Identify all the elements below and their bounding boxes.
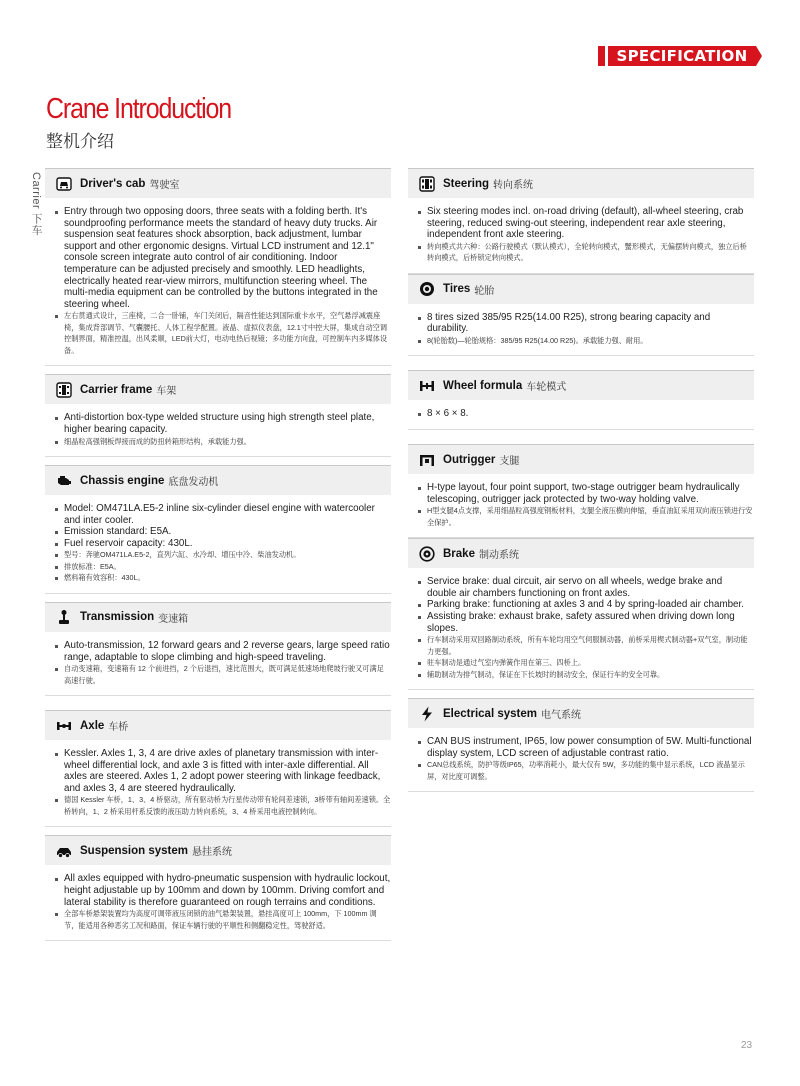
section-title: Chassis engine <box>80 474 165 487</box>
left-column <box>45 168 391 941</box>
gear-shift-icon <box>55 608 73 626</box>
list-item-cn: 辅助制动为排气制动，保证在下长坡时的制动安全，保证行车的安全可靠。 <box>418 669 754 681</box>
list-item: Fuel reservoir capacity: 430L. <box>55 538 391 550</box>
list-item-cn: 转向模式共六种：公路行驶模式（默认模式），全轮转向模式，蟹形模式，无偏摆转向模式，独立后桥转向模式，后桥锁定转向模式。 <box>418 241 754 264</box>
section-title: Steering <box>443 177 490 190</box>
list-item: Emission standard: E5A. <box>55 526 391 538</box>
list-item: Service brake: dual circuit, air servo on all wheels, wedge brake and double air chambers functioning on front axles. <box>418 576 754 599</box>
section-title-cn: 转向系统 <box>493 180 534 191</box>
list-item-cn: 8(轮胎数)—轮胎规格：385/95 R25(14.00 R25)。承载能力强、耐用。 <box>418 335 754 347</box>
page-title: Crane Introduction <box>46 93 232 125</box>
section-transmission <box>45 602 391 696</box>
section-body <box>408 568 754 690</box>
section-title-cn: 底盘发动机 <box>168 477 219 489</box>
list-item-cn: 细晶粒高强钢板焊接而成的防扭转箱形结构，承载能力强。 <box>55 436 391 448</box>
section-header <box>45 710 391 740</box>
section-body <box>45 495 391 594</box>
section-title: Wheel formula <box>443 379 523 392</box>
badge-tip <box>756 46 762 66</box>
list-item-cn: 全部车桥悬架装置均为高度可调带液压闭锁的油气悬架装置，悬挂高度可上 100mm，下 100mm 调节，能适用各种恶劣工况和路面，保证车辆行驶的平顺性和侧翻稳定性，驾驶舒适。 <box>55 908 391 931</box>
lightning-icon <box>418 705 436 723</box>
list-item-cn: 德国 Kessler 车桥，1、3、4 桥驱动，所有驱动桥为行星传动带有轮间差速锁，3桥带有轴间差速锁。全桥转向，1、2 桥采用杆系反馈的液压助力转向系统，3、4 桥采用电液控制转向。 <box>55 794 391 817</box>
section-header <box>408 168 754 198</box>
section-header <box>45 465 391 495</box>
section-body <box>408 304 754 357</box>
section-title-cn: 车架 <box>156 386 177 398</box>
list-item: Model: OM471LA.E5-2 inline six-cylinder diesel engine with watercooler and inter cooler. <box>55 503 391 526</box>
list-item-cn: 燃料箱有效容积：430L。 <box>55 572 391 584</box>
list-item: All axles equipped with hydro-pneumatic suspension with hydraulic lockout, height adjustable up by 100mm and down by 100mm. Driving comfort and lateral stability is therefore guaranteed on rough terrains and conditions. <box>55 873 391 908</box>
outrigger-icon <box>418 451 436 469</box>
section-header <box>408 274 754 304</box>
section-wheel-formula <box>408 370 754 430</box>
badge-label: SPECIFICATION <box>608 46 756 66</box>
list-item: 8 tires sized 385/95 R25(14.00 R25), strong bearing capacity and durability. <box>418 312 754 335</box>
list-item-cn: 行车制动采用双回路制动系统，所有车轮均用空气伺服制动器，前桥采用楔式制动器+双气室，制动能力更强。 <box>418 634 754 657</box>
list-item-cn: 驻车制动是通过气室内弹簧作用在第三、四桥上。 <box>418 657 754 669</box>
section-title: Electrical system <box>443 707 537 720</box>
section-body <box>45 404 391 457</box>
section-title: Brake <box>443 547 475 560</box>
section-body <box>45 740 391 827</box>
list-item: Anti-distortion box-type welded structure using high strength steel plate, higher bearing capacity. <box>55 412 391 435</box>
section-title-cn: 悬挂系统 <box>192 847 233 859</box>
right-column <box>408 168 754 792</box>
section-suspension-system <box>45 835 391 941</box>
frame-icon <box>55 381 73 399</box>
axle-icon <box>55 717 73 735</box>
section-header <box>45 168 391 198</box>
section-header <box>45 374 391 404</box>
list-item: Entry through two opposing doors, three seats with a folding berth. It's soundproofing performance meets the standard of heavy duty trucks. Air suspension seat features shock absorption, back adjustment, lumbar support and other ergonomic designs. Virtual LCD instrument and 12.1" console screen integrate auto control of air conditioning. Indoor temperature can be adjusted precisely and smoothly. LED headlights, electrically heated rear-view mirrors, multifunction steering wheel. The multi-media equipment can be controlled by the buttons integrated in the steering wheel. <box>55 206 391 310</box>
list-item: H-type layout, four point support, two-stage outrigger beam hydraulically telescoping, outrigger jack protected by two-way holding valve. <box>418 482 754 505</box>
section-header <box>45 835 391 865</box>
list-item: Kessler. Axles 1, 3, 4 are drive axles of planetary transmission with inter-wheel differential lock, and axle 3 is fitted with inter-axle differential. All axles are steered. Axles 1, 2 adopt power steering with linkage feedback, and axles 3, 4 are steered hydraulically. <box>55 748 391 794</box>
list-item-cn: H型支腿4点支撑，采用细晶粒高强度钢板材料，支腿全液压横向伸缩，垂直油缸采用双向液压锁进行安全保护。 <box>418 505 754 528</box>
side-section-label: Carrier 下车 <box>30 172 42 236</box>
section-title-cn: 支腿 <box>499 456 520 468</box>
list-item: Six steering modes incl. on-road driving (default), all-wheel steering, crab steering, reduced swing-out steering, independent rear axle steering, independent front axle steering. <box>418 206 754 241</box>
section-axle <box>45 710 391 827</box>
section-header <box>408 444 754 474</box>
brake-icon <box>418 545 436 563</box>
list-item: 8 × 6 × 8. <box>418 408 754 420</box>
section-title-cn: 轮胎 <box>474 285 495 297</box>
list-item-cn: 自动变速箱，变速箱有 12 个前进挡，2 个后退挡，速比范围大，既可满足低速场地爬坡行驶又可满足高速行驶。 <box>55 663 391 686</box>
section-header <box>408 698 754 728</box>
section-body <box>45 865 391 941</box>
list-item: Auto-transmission, 12 forward gears and 2 reverse gears, large speed ratio range, adaptable to slope climbing and high-speed traveling. <box>55 640 391 663</box>
section-brake <box>408 538 754 690</box>
page-title-cn: 整机介绍 <box>46 132 114 152</box>
section-drivers-cab <box>45 168 391 366</box>
cab-icon <box>55 175 73 193</box>
list-item: CAN BUS instrument, IP65, low power consumption of 5W. Multi-functional display system, LCD screen of adjustable contrast ratio. <box>418 736 754 759</box>
section-header <box>408 538 754 568</box>
section-body <box>408 728 754 792</box>
section-title-cn: 驾驶室 <box>149 180 180 191</box>
section-body <box>408 474 754 538</box>
specification-badge <box>598 46 762 66</box>
section-title: Tires <box>443 283 471 296</box>
section-title-cn: 制动系统 <box>478 550 519 562</box>
list-item: Parking brake: functioning at axles 3 and 4 by spring-loaded air chamber. <box>418 599 754 611</box>
list-item-cn: 左右贯通式设计，三座椅，二合一卧铺，车门关闭后，隔音性能达到国际重卡水平，空气悬浮减震座椅，集成背部调节、气囊腰托、人体工程学配置。液晶、虚拟仪表盘，12.1寸中控大屏，集成自动空调控制界面，精准控温，出风柔顺，LED前大灯，电动电热后视镜；多功能方向盘，可控制车内多媒体设备。 <box>55 310 391 356</box>
section-title: Axle <box>80 719 105 732</box>
suspension-icon <box>55 842 73 860</box>
section-title: Transmission <box>80 611 155 624</box>
section-title-cn: 变速箱 <box>158 613 189 625</box>
list-item-cn: CAN总线系统，防护等级IP65，功率消耗小，最大仅有 5W，多功能的集中显示系统，LCD 液晶显示屏，对比度可调整。 <box>418 759 754 782</box>
section-header <box>45 602 391 632</box>
section-outrigger <box>408 444 754 538</box>
tire-icon <box>418 280 436 298</box>
section-title-cn: 电气系统 <box>540 710 581 722</box>
section-body <box>408 198 754 274</box>
section-title: Suspension system <box>80 844 189 857</box>
section-steering <box>408 168 754 274</box>
section-title-cn: 车桥 <box>108 722 129 734</box>
list-item: Assisting brake: exhaust brake, safety assured when driving down long slopes. <box>418 611 754 634</box>
list-item-cn: 排放标准：E5A。 <box>55 561 391 573</box>
section-chassis-engine <box>45 465 391 594</box>
list-item-cn: 型号：奔驰OM471LA.E5-2，直列六缸、水冷却、增压中冷、柴油发动机。 <box>55 549 391 561</box>
section-electrical-system <box>408 698 754 792</box>
steering-icon <box>418 175 436 193</box>
section-title: Driver's cab <box>80 177 146 190</box>
section-carrier-frame <box>45 374 391 457</box>
section-tires <box>408 274 754 357</box>
section-title: Outrigger <box>443 453 496 466</box>
wheel-formula-icon <box>418 377 436 395</box>
engine-icon <box>55 472 73 490</box>
section-header <box>408 370 754 400</box>
section-body <box>408 400 754 430</box>
badge-bar <box>598 46 605 66</box>
page-number: 23 <box>741 1040 753 1051</box>
section-body <box>45 632 391 696</box>
section-title-cn: 车轮模式 <box>526 382 567 394</box>
section-title: Carrier frame <box>80 383 153 396</box>
section-body <box>45 198 391 366</box>
